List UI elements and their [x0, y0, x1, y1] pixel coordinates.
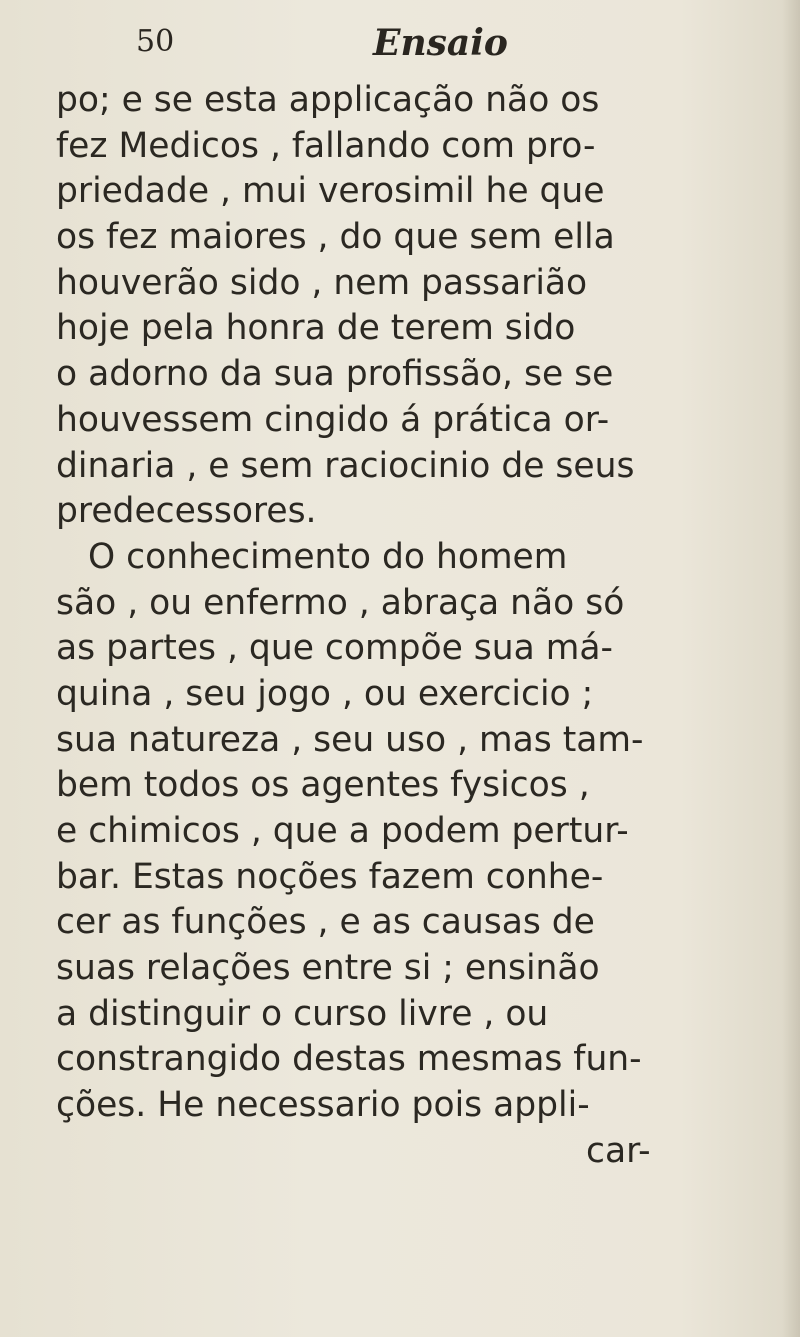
text-line: a distinguir o curso livre , ou: [56, 993, 549, 1034]
catchword: car-: [586, 1130, 651, 1171]
text-line: os fez maiores , do que sem ella: [56, 217, 615, 258]
text-line: e chimicos , que a podem pertur-: [56, 811, 629, 851]
text-line: cer as funções , e as causas de: [56, 902, 595, 943]
text-line: bar. Estas noções fazem conhe-: [56, 856, 604, 897]
text-line: quina , seu jogo , ou exercicio ;: [56, 673, 594, 714]
text-line: predecessores.: [56, 491, 317, 532]
text-line: fez Medicos , fallando com pro-: [56, 125, 596, 166]
paragraph-start-line: O conhecimento do homem: [88, 536, 568, 577]
text-line: priedade , mui verosimil he que: [56, 171, 605, 212]
text-line: dinaria , e sem raciocinio de seus: [56, 445, 635, 486]
text-line: bem todos os agentes fysicos ,: [56, 765, 590, 806]
page-number: 50: [136, 24, 175, 59]
page-header: [136, 18, 736, 68]
running-head: Ensaio: [373, 22, 508, 64]
text-line: houvessem cingido á prática or-: [56, 399, 610, 440]
text-line: houverão sido , nem passarião: [56, 262, 588, 303]
body-text: [56, 78, 786, 1175]
text-line: sua natureza , seu uso , mas tam-: [56, 719, 644, 760]
text-line: são , ou enfermo , abraça não só: [56, 582, 625, 623]
text-line: ções. He necessario pois appli-: [56, 1085, 590, 1126]
page-edge-shadow: [782, 0, 800, 1337]
text-line: hoje pela honra de terem sido: [56, 308, 576, 349]
text-line: as partes , que compõe sua má-: [56, 628, 613, 669]
text-line: constrangido destas mesmas fun-: [56, 1039, 642, 1080]
text-line: po; e se esta applicação não os: [56, 80, 600, 120]
text-line: suas relações entre si ; ensinão: [56, 948, 600, 989]
text-line: o adorno da sua profissão, se se: [56, 354, 614, 395]
